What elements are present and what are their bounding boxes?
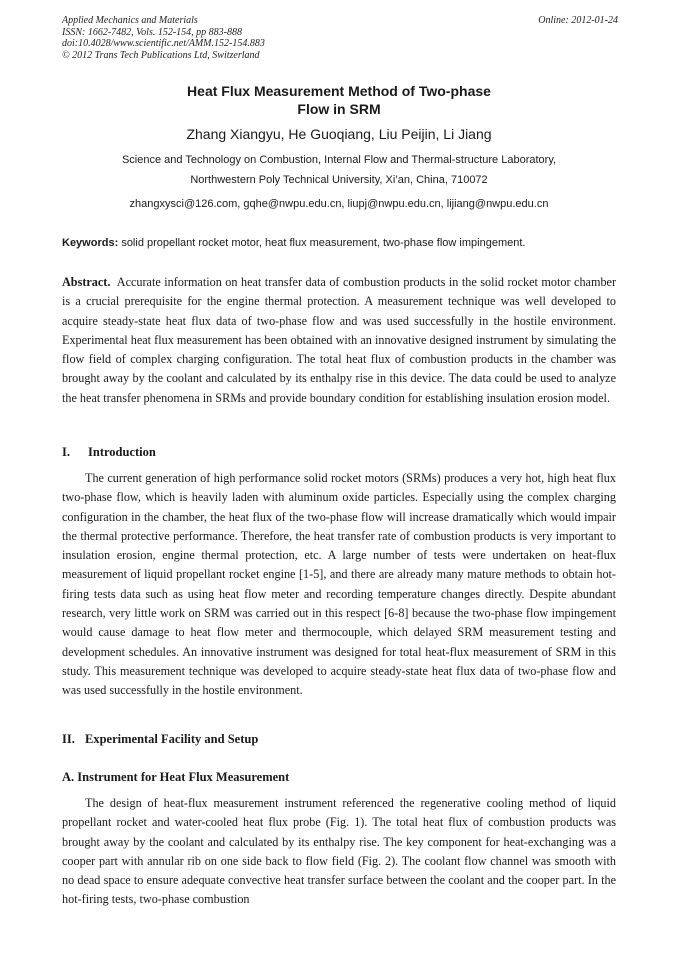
author-list: Zhang Xiangyu, He Guoqiang, Liu Peijin, Li Jiang	[186, 126, 492, 142]
title-line-2: Flow in SRM	[297, 101, 381, 117]
title-line-1: Heat Flux Measurement Method of Two-phase	[187, 83, 491, 99]
affiliation-line-2: Northwestern Poly Technical University, Xi’an, China, 710072	[190, 174, 488, 186]
author-emails: zhangxysci@126.com, gqhe@nwpu.edu.cn, liupj@nwpu.edu.cn, lijiang@nwpu.edu.cn	[129, 198, 549, 210]
doi-line: doi:10.4028/www.scientific.net/AMM.152-154.883	[62, 38, 265, 49]
abstract	[62, 273, 616, 408]
keywords-text: solid propellant rocket motor, heat flux measurement, two-phase flow impingement.	[121, 237, 526, 249]
subsection-heading-instrument: A. Instrument for Heat Flux Measurement	[62, 770, 290, 784]
journal-name: Applied Mechanics and Materials	[62, 15, 198, 26]
section-title: Introduction	[88, 445, 156, 459]
issn-line: ISSN: 1662-7482, Vols. 152-154, pp 883-888	[62, 26, 242, 38]
paper-title	[62, 82, 616, 118]
affiliation	[62, 150, 616, 190]
keywords	[62, 235, 618, 251]
keywords-label: Keywords:	[62, 237, 119, 249]
copyright-line: © 2012 Trans Tech Publications Ltd, Switzerland	[62, 49, 260, 61]
section-title: Experimental Facility and Setup	[85, 732, 259, 746]
section-number: II.	[62, 732, 75, 746]
journal-header	[62, 15, 618, 61]
introduction-paragraph: The current generation of high performance solid rocket motors (SRMs) produces a very hot, high heat flux two-phase flow, which is heavily laden with aluminum oxide particles. Especially using the complex charging configuration in the chamber, the heat flux of the two-phase flow will increase dramatically which would impair the thermal protective performance. Therefore, the heat transfer rate of combustion products is very important to insulation erosion, engine thermal protection, etc. A large number of tests were undertaken on heat-flux measurement of liquid propellant rocket engine [1-5], and there are already many mature methods to obtain hot-firing tests data such as using heat flow meter and recording temperature changes directly. Despite abundant research, very little work on SRM was carried out in this respect [6-8] because the two-phase flow impingement would cause damage to heat flow meter and thermocouple, which delayed SRM measurement testing and development schedules. An innovative instrument was designed for total heat-flux measurement of SRM in this study. This measurement technique was developed to acquire steady-state heat flux data of two-phase flow and was used successfully in the hostile environment.	[62, 471, 616, 698]
section-heading-experimental	[62, 731, 616, 747]
abstract-label: Abstract.	[62, 275, 111, 289]
affiliation-line-1: Science and Technology on Combustion, Internal Flow and Thermal-structure Laboratory,	[121, 154, 557, 166]
abstract-text: Accurate information on heat transfer data of combustion products in the solid rocket motor chamber is a crucial prerequisite for the engine thermal protection. A measurement technique was well developed to acquire steady-state heat flux data of two-phase flow and was used successfully in the hostile environment. Experimental heat flux measurement has been obtained with an innovative designed instrument by simulating the flow field of complex charging configuration. The total heat flux of combustion products in the chamber was brought away by the coolant and calculated by its enthalpy rise in this device. The data could be used to analyze the heat transfer phenomena in SRMs and provide boundary condition for establishing insulation erosion model.	[62, 275, 617, 405]
online-date: Online: 2012-01-24	[538, 15, 618, 26]
section-heading-introduction	[62, 444, 616, 460]
section-number: I.	[62, 445, 70, 459]
instrument-paragraph: The design of heat-flux measurement instrument referenced the regenerative cooling method of liquid propellant rocket and water-cooled heat flux probe (Fig. 1). The total heat flux of combustion products was brought away by the coolant and calculated by its enthalpy rise. The key component for heat-exchanging was a cooper part with annular rib on one side back to flow field (Fig. 2). The coolant flow channel was smooth with no dead space to ensure adequate convective heat transfer surface between the coolant and the cooper part. In the hot-firing tests, two-phase combustion	[62, 796, 616, 907]
